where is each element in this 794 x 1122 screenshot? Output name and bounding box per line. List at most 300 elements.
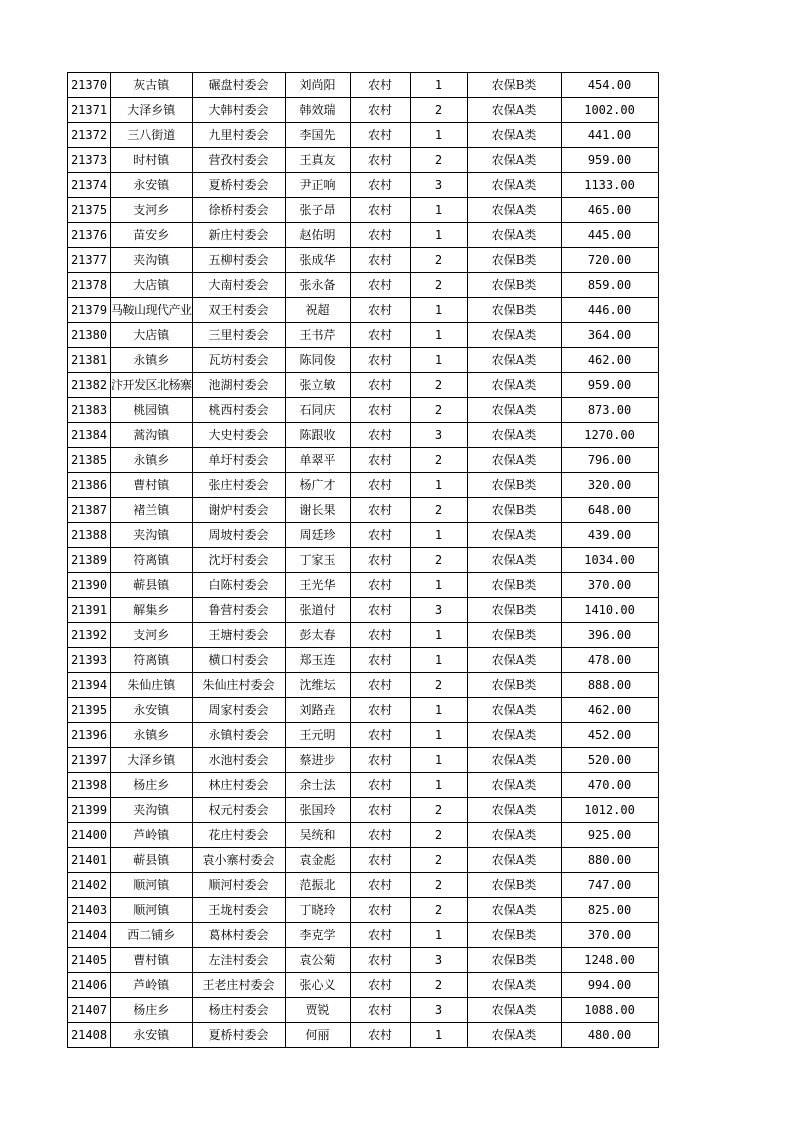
- record-id-cell: 21408: [68, 1023, 111, 1048]
- village-committee-cell: 王塘村委会: [192, 623, 285, 648]
- record-id-cell: 21390: [68, 573, 111, 598]
- insurance-class-cell: 农保A类: [467, 998, 561, 1023]
- household-type-cell: 农村: [350, 173, 410, 198]
- township-cell: 夹沟镇: [111, 798, 193, 823]
- insurance-class-cell: 农保A类: [467, 373, 561, 398]
- household-type-cell: 农村: [350, 623, 410, 648]
- count-cell: 1: [410, 1023, 467, 1048]
- count-cell: 1: [410, 773, 467, 798]
- table-row: [68, 598, 659, 623]
- record-id-cell: 21370: [68, 73, 111, 98]
- amount-cell: 959.00: [561, 373, 658, 398]
- person-name-cell: 丁家玉: [285, 548, 350, 573]
- insurance-class-cell: 农保A类: [467, 723, 561, 748]
- township-cell: 大泽乡镇: [111, 98, 193, 123]
- amount-cell: 465.00: [561, 198, 658, 223]
- village-committee-cell: 杨庄村委会: [192, 998, 285, 1023]
- village-committee-cell: 池湖村委会: [192, 373, 285, 398]
- township-cell: 曹村镇: [111, 473, 193, 498]
- count-cell: 2: [410, 398, 467, 423]
- insurance-class-cell: 农保A类: [467, 648, 561, 673]
- household-type-cell: 农村: [350, 773, 410, 798]
- person-name-cell: 石同庆: [285, 398, 350, 423]
- insurance-class-cell: 农保B类: [467, 498, 561, 523]
- amount-cell: 888.00: [561, 673, 658, 698]
- township-cell: 桃园镇: [111, 398, 193, 423]
- household-type-cell: 农村: [350, 148, 410, 173]
- amount-cell: 796.00: [561, 448, 658, 473]
- person-name-cell: 袁公菊: [285, 948, 350, 973]
- household-type-cell: 农村: [350, 873, 410, 898]
- village-committee-cell: 鲁营村委会: [192, 598, 285, 623]
- count-cell: 1: [410, 923, 467, 948]
- table-row: [68, 148, 659, 173]
- count-cell: 2: [410, 823, 467, 848]
- household-type-cell: 农村: [350, 73, 410, 98]
- count-cell: 1: [410, 623, 467, 648]
- record-id-cell: 21398: [68, 773, 111, 798]
- township-cell: 蒿沟镇: [111, 423, 193, 448]
- amount-cell: 1133.00: [561, 173, 658, 198]
- insurance-class-cell: 农保A类: [467, 898, 561, 923]
- count-cell: 2: [410, 98, 467, 123]
- township-cell: 杨庄乡: [111, 998, 193, 1023]
- table-row: [68, 923, 659, 948]
- township-cell: 马鞍山现代产业: [111, 298, 193, 323]
- insurance-class-cell: 农保A类: [467, 823, 561, 848]
- village-committee-cell: 葛林村委会: [192, 923, 285, 948]
- insurance-class-cell: 农保B类: [467, 573, 561, 598]
- household-type-cell: 农村: [350, 348, 410, 373]
- table-row: [68, 223, 659, 248]
- count-cell: 2: [410, 848, 467, 873]
- person-name-cell: 范振北: [285, 873, 350, 898]
- village-committee-cell: 新庄村委会: [192, 223, 285, 248]
- person-name-cell: 尹正响: [285, 173, 350, 198]
- village-committee-cell: 林庄村委会: [192, 773, 285, 798]
- record-id-cell: 21396: [68, 723, 111, 748]
- township-cell: 夹沟镇: [111, 248, 193, 273]
- table-row: [68, 448, 659, 473]
- count-cell: 1: [410, 198, 467, 223]
- household-type-cell: 农村: [350, 198, 410, 223]
- person-name-cell: 张道付: [285, 598, 350, 623]
- record-id-cell: 21380: [68, 323, 111, 348]
- person-name-cell: 何丽: [285, 1023, 350, 1048]
- record-id-cell: 21382: [68, 373, 111, 398]
- record-id-cell: 21374: [68, 173, 111, 198]
- village-committee-cell: 桃西村委会: [192, 398, 285, 423]
- insurance-class-cell: 农保B类: [467, 298, 561, 323]
- record-id-cell: 21406: [68, 973, 111, 998]
- township-cell: 大店镇: [111, 323, 193, 348]
- township-cell: 解集乡: [111, 598, 193, 623]
- insurance-class-cell: 农保A类: [467, 448, 561, 473]
- count-cell: 1: [410, 648, 467, 673]
- insurance-class-cell: 农保B类: [467, 623, 561, 648]
- township-cell: 符离镇: [111, 648, 193, 673]
- household-type-cell: 农村: [350, 848, 410, 873]
- record-id-cell: 21394: [68, 673, 111, 698]
- record-id-cell: 21404: [68, 923, 111, 948]
- record-id-cell: 21395: [68, 698, 111, 723]
- person-name-cell: 沈维坛: [285, 673, 350, 698]
- township-cell: 大店镇: [111, 273, 193, 298]
- record-id-cell: 21375: [68, 198, 111, 223]
- record-id-cell: 21405: [68, 948, 111, 973]
- insurance-class-cell: 农保A类: [467, 698, 561, 723]
- household-type-cell: 农村: [350, 898, 410, 923]
- township-cell: 大泽乡镇: [111, 748, 193, 773]
- person-name-cell: 张心义: [285, 973, 350, 998]
- township-cell: 永镇乡: [111, 348, 193, 373]
- household-type-cell: 农村: [350, 823, 410, 848]
- amount-cell: 445.00: [561, 223, 658, 248]
- village-committee-cell: 三里村委会: [192, 323, 285, 348]
- household-type-cell: 农村: [350, 948, 410, 973]
- count-cell: 1: [410, 298, 467, 323]
- table-row: [68, 873, 659, 898]
- village-committee-cell: 王老庄村委会: [192, 973, 285, 998]
- household-type-cell: 农村: [350, 298, 410, 323]
- table-row: [68, 673, 659, 698]
- insurance-class-cell: 农保A类: [467, 173, 561, 198]
- insurance-class-cell: 农保B类: [467, 673, 561, 698]
- amount-cell: 1012.00: [561, 798, 658, 823]
- village-committee-cell: 徐桥村委会: [192, 198, 285, 223]
- household-type-cell: 农村: [350, 573, 410, 598]
- amount-cell: 364.00: [561, 323, 658, 348]
- township-cell: 苗安乡: [111, 223, 193, 248]
- household-type-cell: 农村: [350, 798, 410, 823]
- table-row: [68, 523, 659, 548]
- township-cell: 永安镇: [111, 698, 193, 723]
- amount-cell: 747.00: [561, 873, 658, 898]
- village-committee-cell: 谢炉村委会: [192, 498, 285, 523]
- table-row: [68, 898, 659, 923]
- record-id-cell: 21383: [68, 398, 111, 423]
- record-id-cell: 21391: [68, 598, 111, 623]
- household-type-cell: 农村: [350, 673, 410, 698]
- amount-cell: 370.00: [561, 923, 658, 948]
- insurance-class-cell: 农保A类: [467, 798, 561, 823]
- village-committee-cell: 王垅村委会: [192, 898, 285, 923]
- record-id-cell: 21401: [68, 848, 111, 873]
- household-type-cell: 农村: [350, 1023, 410, 1048]
- village-committee-cell: 左洼村委会: [192, 948, 285, 973]
- amount-cell: 462.00: [561, 698, 658, 723]
- village-committee-cell: 九里村委会: [192, 123, 285, 148]
- table-row: [68, 823, 659, 848]
- village-committee-cell: 朱仙庄村委会: [192, 673, 285, 698]
- person-name-cell: 张国玲: [285, 798, 350, 823]
- table-row: [68, 973, 659, 998]
- village-committee-cell: 碾盘村委会: [192, 73, 285, 98]
- table-row: [68, 998, 659, 1023]
- township-cell: 西二铺乡: [111, 923, 193, 948]
- table-row: [68, 573, 659, 598]
- village-committee-cell: 周坡村委会: [192, 523, 285, 548]
- amount-cell: 520.00: [561, 748, 658, 773]
- insurance-class-cell: 农保A类: [467, 423, 561, 448]
- township-cell: 顺河镇: [111, 873, 193, 898]
- village-committee-cell: 夏桥村委会: [192, 1023, 285, 1048]
- amount-cell: 873.00: [561, 398, 658, 423]
- count-cell: 2: [410, 798, 467, 823]
- household-type-cell: 农村: [350, 323, 410, 348]
- person-name-cell: 陈跟收: [285, 423, 350, 448]
- township-cell: 芦岭镇: [111, 823, 193, 848]
- amount-cell: 470.00: [561, 773, 658, 798]
- table-row: [68, 73, 659, 98]
- table-row: [68, 473, 659, 498]
- table-row: [68, 273, 659, 298]
- count-cell: 2: [410, 148, 467, 173]
- amount-cell: 454.00: [561, 73, 658, 98]
- household-type-cell: 农村: [350, 723, 410, 748]
- count-cell: 2: [410, 898, 467, 923]
- insurance-class-cell: 农保B类: [467, 273, 561, 298]
- person-name-cell: 张子昂: [285, 198, 350, 223]
- insurance-class-cell: 农保B类: [467, 923, 561, 948]
- household-type-cell: 农村: [350, 123, 410, 148]
- count-cell: 2: [410, 273, 467, 298]
- count-cell: 1: [410, 223, 467, 248]
- person-name-cell: 王书芹: [285, 323, 350, 348]
- table-row: [68, 798, 659, 823]
- amount-cell: 880.00: [561, 848, 658, 873]
- person-name-cell: 张成华: [285, 248, 350, 273]
- household-type-cell: 农村: [350, 998, 410, 1023]
- table-row: [68, 698, 659, 723]
- village-committee-cell: 单圩村委会: [192, 448, 285, 473]
- village-committee-cell: 白陈村委会: [192, 573, 285, 598]
- person-name-cell: 余士法: [285, 773, 350, 798]
- record-id-cell: 21384: [68, 423, 111, 448]
- township-cell: 灰古镇: [111, 73, 193, 98]
- record-id-cell: 21393: [68, 648, 111, 673]
- table-row: [68, 123, 659, 148]
- village-committee-cell: 营孜村委会: [192, 148, 285, 173]
- household-type-cell: 农村: [350, 648, 410, 673]
- village-committee-cell: 水池村委会: [192, 748, 285, 773]
- person-name-cell: 杨广才: [285, 473, 350, 498]
- person-name-cell: 刘尚阳: [285, 73, 350, 98]
- household-type-cell: 农村: [350, 448, 410, 473]
- township-cell: 支河乡: [111, 623, 193, 648]
- table-row: [68, 173, 659, 198]
- amount-cell: 959.00: [561, 148, 658, 173]
- record-id-cell: 21376: [68, 223, 111, 248]
- record-id-cell: 21403: [68, 898, 111, 923]
- record-id-cell: 21385: [68, 448, 111, 473]
- household-type-cell: 农村: [350, 748, 410, 773]
- count-cell: 1: [410, 723, 467, 748]
- household-type-cell: 农村: [350, 548, 410, 573]
- count-cell: 2: [410, 673, 467, 698]
- count-cell: 2: [410, 873, 467, 898]
- person-name-cell: 张立敏: [285, 373, 350, 398]
- amount-cell: 648.00: [561, 498, 658, 523]
- count-cell: 2: [410, 548, 467, 573]
- record-id-cell: 21387: [68, 498, 111, 523]
- amount-cell: 370.00: [561, 573, 658, 598]
- insurance-class-cell: 农保A类: [467, 548, 561, 573]
- record-id-cell: 21400: [68, 823, 111, 848]
- count-cell: 1: [410, 523, 467, 548]
- amount-cell: 859.00: [561, 273, 658, 298]
- insurance-class-cell: 农保A类: [467, 848, 561, 873]
- township-cell: 三八街道: [111, 123, 193, 148]
- insurance-class-cell: 农保A类: [467, 223, 561, 248]
- record-id-cell: 21407: [68, 998, 111, 1023]
- township-cell: 杨庄乡: [111, 773, 193, 798]
- insurance-class-cell: 农保A类: [467, 323, 561, 348]
- household-type-cell: 农村: [350, 498, 410, 523]
- township-cell: 芦岭镇: [111, 973, 193, 998]
- person-name-cell: 谢长果: [285, 498, 350, 523]
- amount-cell: 1088.00: [561, 998, 658, 1023]
- amount-cell: 396.00: [561, 623, 658, 648]
- village-committee-cell: 瓦坊村委会: [192, 348, 285, 373]
- count-cell: 3: [410, 948, 467, 973]
- household-type-cell: 农村: [350, 523, 410, 548]
- count-cell: 1: [410, 123, 467, 148]
- village-committee-cell: 大韩村委会: [192, 98, 285, 123]
- person-name-cell: 丁晓玲: [285, 898, 350, 923]
- person-name-cell: 李国先: [285, 123, 350, 148]
- household-type-cell: 农村: [350, 598, 410, 623]
- household-type-cell: 农村: [350, 398, 410, 423]
- count-cell: 2: [410, 973, 467, 998]
- village-committee-cell: 顺河村委会: [192, 873, 285, 898]
- amount-cell: 925.00: [561, 823, 658, 848]
- person-name-cell: 袁金彪: [285, 848, 350, 873]
- amount-cell: 446.00: [561, 298, 658, 323]
- amount-cell: 1270.00: [561, 423, 658, 448]
- person-name-cell: 彭太春: [285, 623, 350, 648]
- township-cell: 永镇乡: [111, 723, 193, 748]
- record-id-cell: 21402: [68, 873, 111, 898]
- count-cell: 3: [410, 173, 467, 198]
- township-cell: 支河乡: [111, 198, 193, 223]
- record-id-cell: 21386: [68, 473, 111, 498]
- amount-cell: 320.00: [561, 473, 658, 498]
- person-name-cell: 单翠平: [285, 448, 350, 473]
- village-committee-cell: 大史村委会: [192, 423, 285, 448]
- township-cell: 蕲县镇: [111, 848, 193, 873]
- table-row: [68, 198, 659, 223]
- count-cell: 2: [410, 248, 467, 273]
- count-cell: 1: [410, 348, 467, 373]
- household-type-cell: 农村: [350, 473, 410, 498]
- household-type-cell: 农村: [350, 248, 410, 273]
- township-cell: 汴开发区北杨寨: [111, 373, 193, 398]
- person-name-cell: 王元明: [285, 723, 350, 748]
- person-name-cell: 吴统和: [285, 823, 350, 848]
- table-row: [68, 248, 659, 273]
- amount-cell: 1410.00: [561, 598, 658, 623]
- count-cell: 2: [410, 498, 467, 523]
- insurance-class-cell: 农保A类: [467, 523, 561, 548]
- insurance-class-cell: 农保B类: [467, 248, 561, 273]
- count-cell: 1: [410, 698, 467, 723]
- amount-cell: 441.00: [561, 123, 658, 148]
- table-row: [68, 748, 659, 773]
- table-row: [68, 498, 659, 523]
- village-committee-cell: 横口村委会: [192, 648, 285, 673]
- insurance-class-cell: 农保A类: [467, 123, 561, 148]
- table-row: [68, 323, 659, 348]
- record-id-cell: 21397: [68, 748, 111, 773]
- record-id-cell: 21379: [68, 298, 111, 323]
- table-row: [68, 423, 659, 448]
- insurance-class-cell: 农保A类: [467, 98, 561, 123]
- count-cell: 1: [410, 573, 467, 598]
- table-row: [68, 298, 659, 323]
- table-row: [68, 948, 659, 973]
- township-cell: 褚兰镇: [111, 498, 193, 523]
- amount-cell: 1034.00: [561, 548, 658, 573]
- table-row: [68, 1023, 659, 1048]
- record-id-cell: 21378: [68, 273, 111, 298]
- amount-cell: 1002.00: [561, 98, 658, 123]
- amount-cell: 1248.00: [561, 948, 658, 973]
- insurance-class-cell: 农保B类: [467, 948, 561, 973]
- village-committee-cell: 张庄村委会: [192, 473, 285, 498]
- insurance-class-cell: 农保A类: [467, 348, 561, 373]
- township-cell: 永镇乡: [111, 448, 193, 473]
- township-cell: 顺河镇: [111, 898, 193, 923]
- record-id-cell: 21381: [68, 348, 111, 373]
- household-type-cell: 农村: [350, 698, 410, 723]
- township-cell: 蕲县镇: [111, 573, 193, 598]
- table-row: [68, 98, 659, 123]
- amount-cell: 439.00: [561, 523, 658, 548]
- amount-cell: 452.00: [561, 723, 658, 748]
- table-row: [68, 773, 659, 798]
- household-type-cell: 农村: [350, 273, 410, 298]
- record-id-cell: 21392: [68, 623, 111, 648]
- table-row: [68, 348, 659, 373]
- person-name-cell: 王真友: [285, 148, 350, 173]
- table-row: [68, 848, 659, 873]
- record-id-cell: 21373: [68, 148, 111, 173]
- village-committee-cell: 周家村委会: [192, 698, 285, 723]
- amount-cell: 480.00: [561, 1023, 658, 1048]
- township-cell: 符离镇: [111, 548, 193, 573]
- count-cell: 1: [410, 323, 467, 348]
- insurance-class-cell: 农保A类: [467, 398, 561, 423]
- township-cell: 时村镇: [111, 148, 193, 173]
- township-cell: 曹村镇: [111, 948, 193, 973]
- record-id-cell: 21372: [68, 123, 111, 148]
- person-name-cell: 贾锐: [285, 998, 350, 1023]
- table-row: [68, 398, 659, 423]
- record-table: [67, 72, 659, 1048]
- township-cell: 永安镇: [111, 173, 193, 198]
- village-committee-cell: 权元村委会: [192, 798, 285, 823]
- village-committee-cell: 永镇村委会: [192, 723, 285, 748]
- amount-cell: 825.00: [561, 898, 658, 923]
- person-name-cell: 蔡进步: [285, 748, 350, 773]
- record-id-cell: 21377: [68, 248, 111, 273]
- person-name-cell: 郑玉连: [285, 648, 350, 673]
- count-cell: 1: [410, 73, 467, 98]
- count-cell: 3: [410, 423, 467, 448]
- table-row: [68, 648, 659, 673]
- household-type-cell: 农村: [350, 973, 410, 998]
